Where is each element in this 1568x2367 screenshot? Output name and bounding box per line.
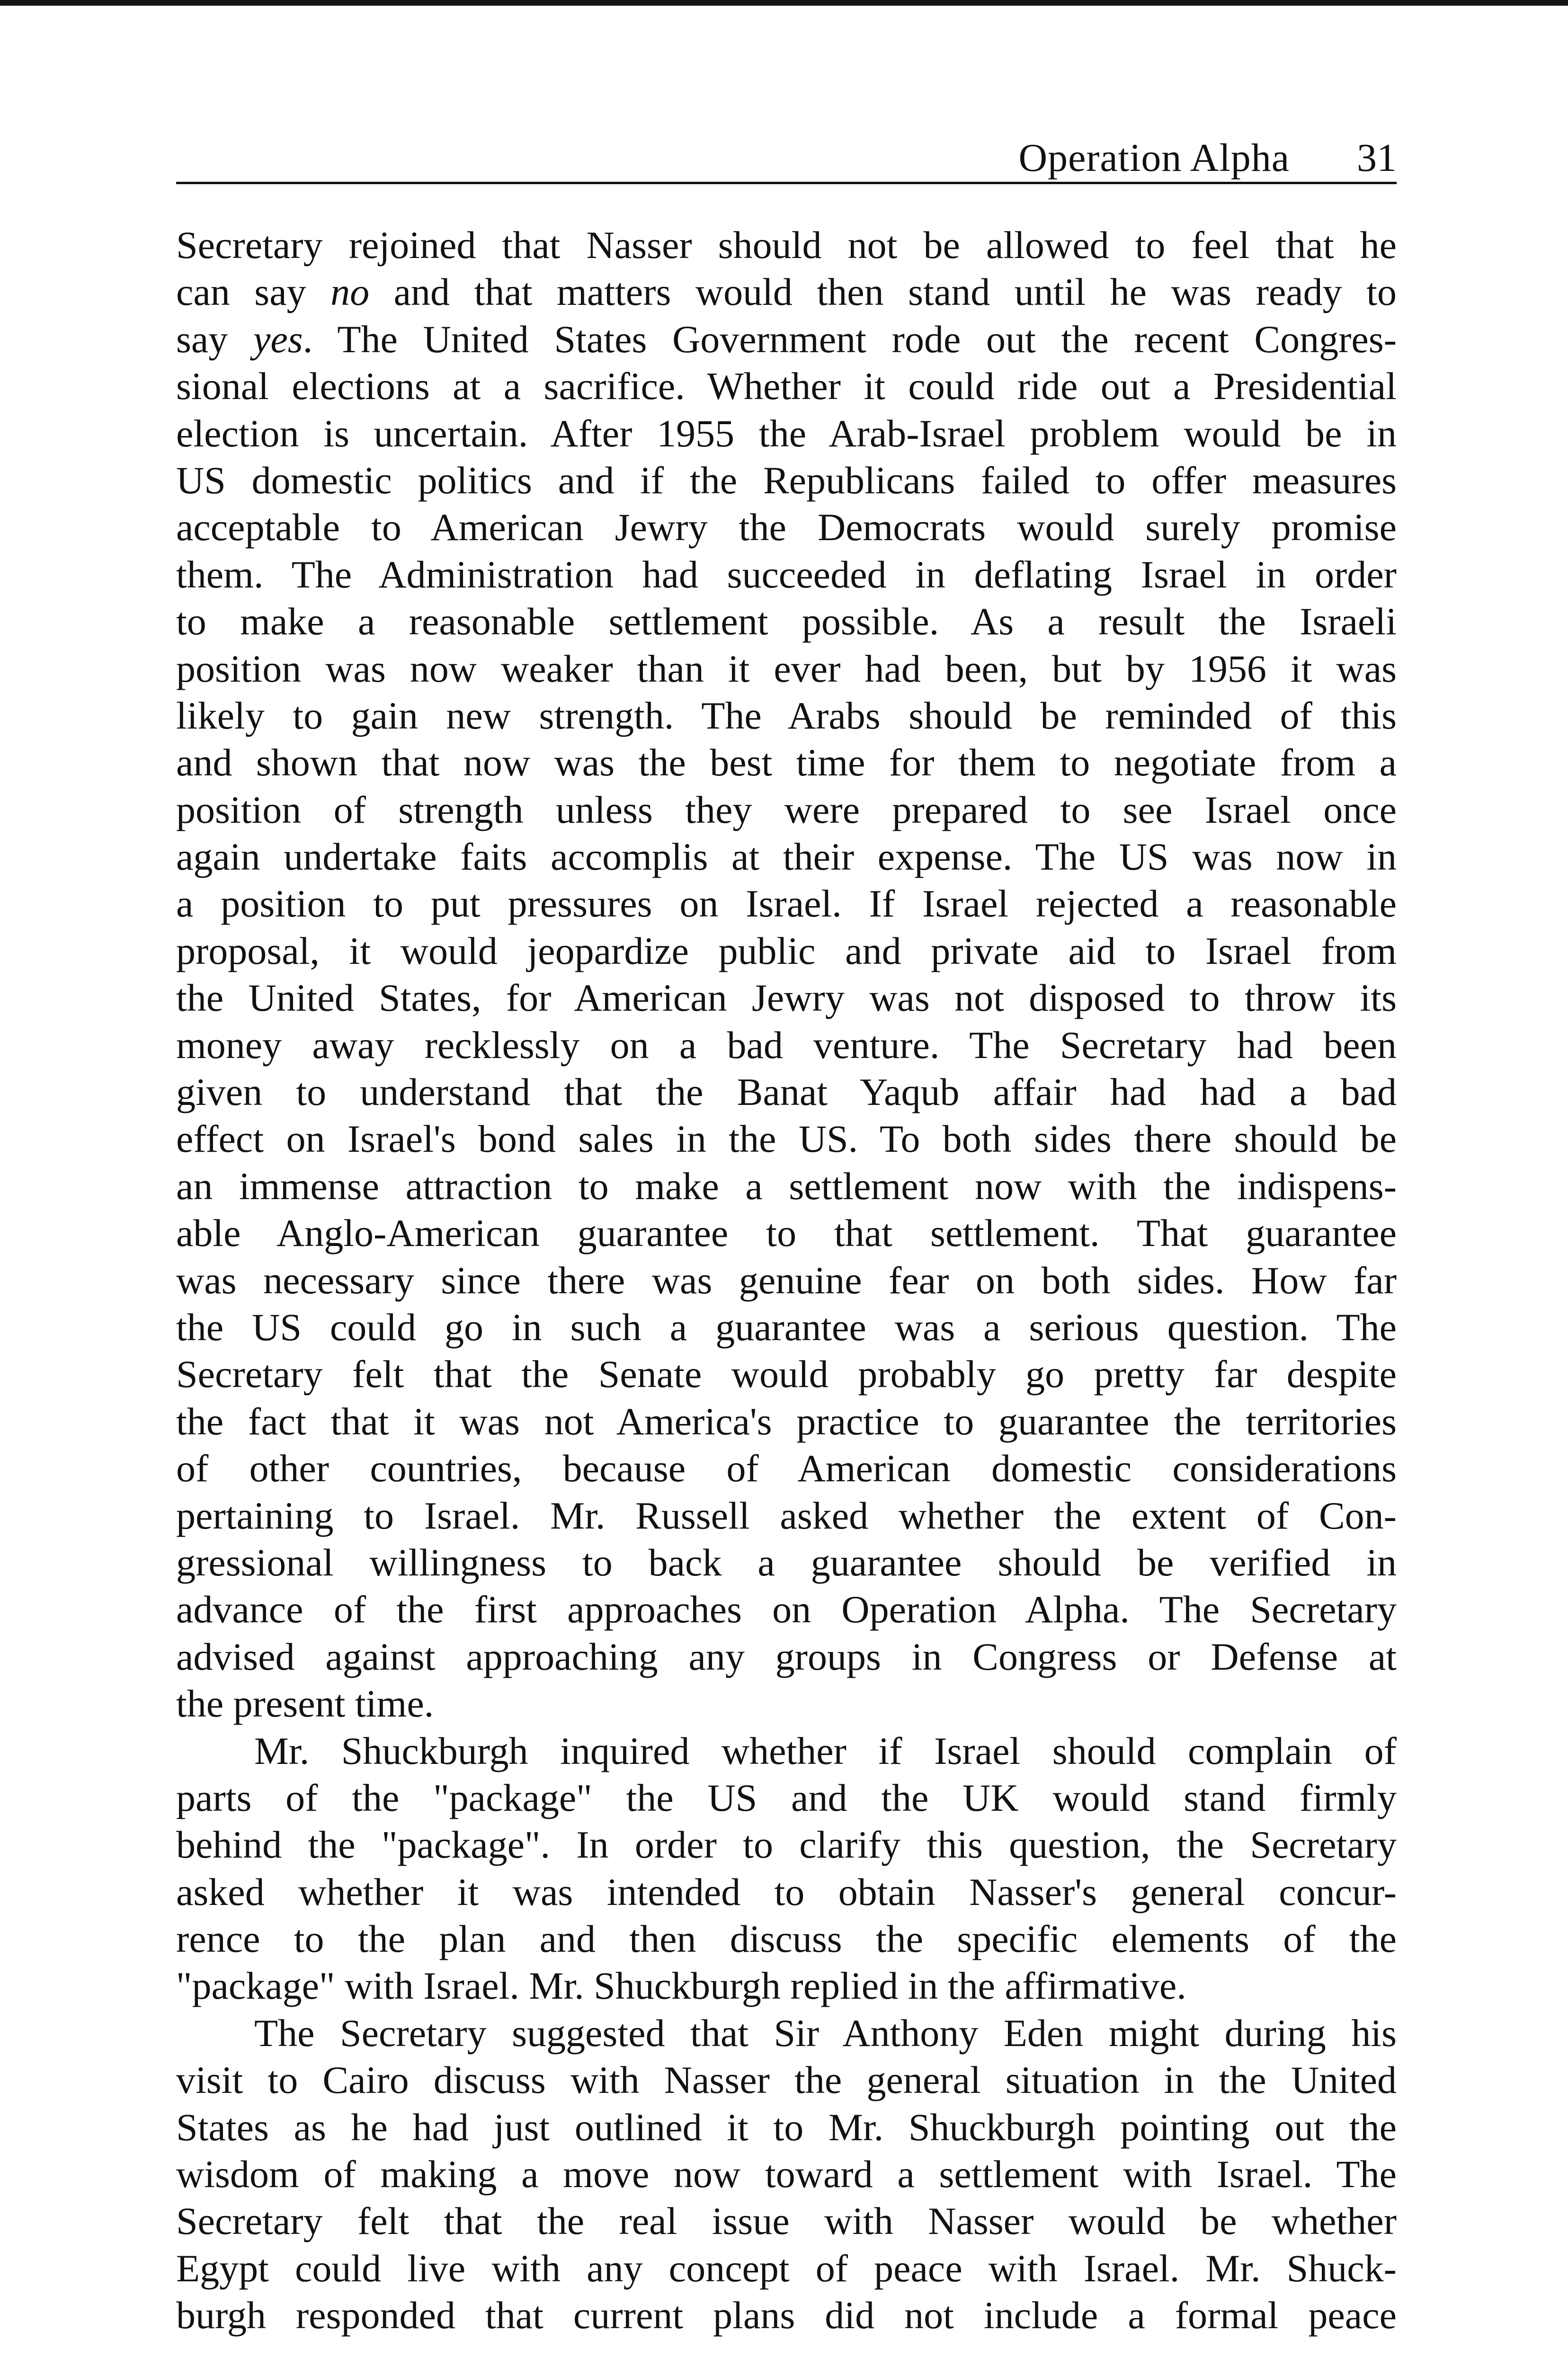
text-line: the United States, for American Jewry was not disposed to throw its bbox=[176, 976, 1397, 1020]
body-text bbox=[176, 222, 1397, 2339]
text-line: of other countries, because of American domestic considerations bbox=[176, 1447, 1397, 1490]
top-edge-rule bbox=[0, 0, 1568, 6]
text-line: wisdom of making a move now toward a settlement with Israel. The bbox=[176, 2153, 1397, 2196]
text-line: Mr. Shuckburgh inquired whether if Israel should complain of bbox=[254, 1729, 1397, 1772]
text-line: can say no and that matters would then stand until he was ready to bbox=[176, 270, 1397, 314]
text-line: and shown that now was the best time for them to negotiate from a bbox=[176, 741, 1397, 784]
text-line: election is uncertain. After 1955 the Arab-Israel problem would be in bbox=[176, 411, 1397, 455]
text-line: behind the "package". In order to clarify this question, the Secretary bbox=[176, 1823, 1397, 1867]
running-header bbox=[176, 133, 1397, 184]
text-line: rence to the plan and then discuss the specific elements of the bbox=[176, 1917, 1397, 1961]
text-line: the fact that it was not America's practice to guarantee the territories bbox=[176, 1399, 1397, 1443]
text-line: asked whether it was intended to obtain Nasser's general concur- bbox=[176, 1870, 1397, 1913]
text-line: Secretary felt that the real issue with Nasser would be whether bbox=[176, 2199, 1397, 2243]
text-line: proposal, it would jeopardize public and private aid to Israel from bbox=[176, 929, 1397, 972]
text-line: visit to Cairo discuss with Nasser the general situation in the United bbox=[176, 2058, 1397, 2102]
text-line: The Secretary suggested that Sir Anthony Eden might during his bbox=[254, 2011, 1397, 2055]
text-line: an immense attraction to make a settlement now with the indispens- bbox=[176, 1164, 1397, 1208]
text-line: acceptable to American Jewry the Democrats would surely promise bbox=[176, 506, 1397, 549]
text-line: given to understand that the Banat Yaqub affair had had a bad bbox=[176, 1070, 1397, 1114]
text-line: advance of the first approaches on Operation Alpha. The Secretary bbox=[176, 1588, 1397, 1631]
text-line: position of strength unless they were prepared to see Israel once bbox=[176, 788, 1397, 831]
text-line: was necessary since there was genuine fear on both sides. How far bbox=[176, 1258, 1397, 1302]
text-line: parts of the "package" the US and the UK would stand firmly bbox=[176, 1776, 1397, 1819]
text-line: the present time. bbox=[176, 1682, 434, 1726]
text-line: the US could go in such a guarantee was a serious question. The bbox=[176, 1305, 1397, 1349]
text-line: again undertake faits accomplis at their expense. The US was now in bbox=[176, 835, 1397, 879]
text-line: effect on Israel's bond sales in the US. To both sides there should be bbox=[176, 1117, 1397, 1161]
text-line: US domestic politics and if the Republicans failed to offer measures bbox=[176, 458, 1397, 502]
text-line: burgh responded that current plans did not include a formal peace bbox=[176, 2294, 1397, 2337]
text-line: a position to put pressures on Israel. If Israel rejected a reasonable bbox=[176, 882, 1397, 925]
text-line: "package" with Israel. Mr. Shuckburgh replied in the affirmative. bbox=[176, 1964, 1186, 2008]
text-line: able Anglo-American guarantee to that settlement. That guarantee bbox=[176, 1211, 1397, 1255]
running-title: Operation Alpha bbox=[1018, 136, 1290, 180]
text-line: Secretary rejoined that Nasser should not be allowed to feel that he bbox=[176, 223, 1397, 267]
text-line: Secretary felt that the Senate would probably go pretty far despite bbox=[176, 1353, 1397, 1396]
text-line: money away recklessly on a bad venture. The Secretary had been bbox=[176, 1023, 1397, 1067]
text-line: to make a reasonable settlement possible. As a result the Israeli bbox=[176, 600, 1397, 643]
text-line: States as he had just outlined it to Mr. Shuckburgh pointing out the bbox=[176, 2105, 1397, 2149]
text-line: say yes. The United States Government rode out the recent Congres- bbox=[176, 317, 1397, 361]
page-number: 31 bbox=[1357, 136, 1397, 180]
text-line: gressional willingness to back a guarantee should be verified in bbox=[176, 1540, 1397, 1584]
text-line: pertaining to Israel. Mr. Russell asked whether the extent of Con- bbox=[176, 1494, 1397, 1537]
text-line: advised against approaching any groups in Congress or Defense at bbox=[176, 1635, 1397, 1678]
text-line: sional elections at a sacrifice. Whether it could ride out a Presidential bbox=[176, 365, 1397, 408]
text-line: Egypt could live with any concept of peace with Israel. Mr. Shuck- bbox=[176, 2246, 1397, 2290]
text-line: likely to gain new strength. The Arabs should be reminded of this bbox=[176, 694, 1397, 737]
text-line: them. The Administration had succeeded in deflating Israel in order bbox=[176, 552, 1397, 596]
text-line: position was now weaker than it ever had been, but by 1956 it was bbox=[176, 647, 1397, 690]
